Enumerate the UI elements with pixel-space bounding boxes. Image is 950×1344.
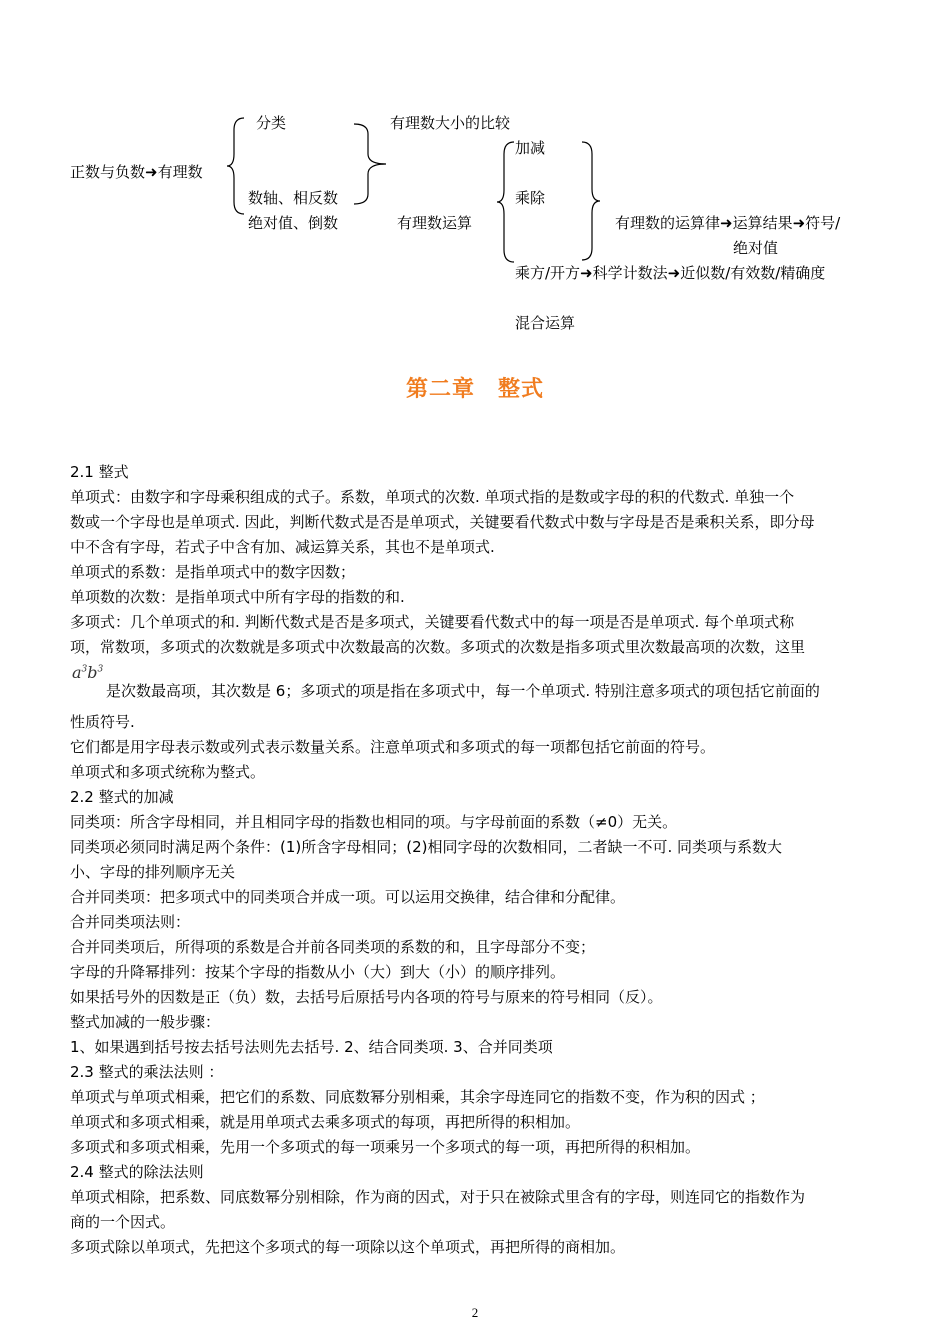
text-line: 单项式和多项式相乘，就是用单项式去乘多项式的每项，再把所得的积相加。	[70, 1113, 581, 1131]
diagram-ops: 有理数运算	[397, 214, 473, 232]
text-line: 单项数的次数：是指单项式中所有字母的指数的和.	[70, 588, 405, 606]
text-line: 整式加减的一般步骤：	[70, 1013, 221, 1031]
text-line: 同类项：所含字母相同，并且相同字母的指数也相同的项。与字母前面的系数（≠0）无关。	[70, 813, 678, 831]
text-line: 同类项必须同时满足两个条件：(1)所含字母相同；(2)相同字母的次数相同，二者缺一不可. 同类项与系数大	[70, 838, 783, 856]
right-brace-1	[352, 122, 390, 206]
text-line: 性质符号.	[70, 713, 135, 731]
diagram-root: 正数与负数➜有理数	[70, 163, 203, 181]
left-brace-2	[496, 140, 516, 264]
diagram-compare: 有理数大小的比较	[390, 114, 511, 132]
text-line: 单项式和多项式统称为整式。	[70, 763, 266, 781]
right-brace-2	[580, 140, 602, 262]
text-line: 单项式：由数字和字母乘积组成的式子。系数，单项式的次数. 单项式指的是数或字母的积的代数式. 单独一个	[70, 488, 795, 506]
text-line: 合并同类项法则：	[70, 913, 191, 931]
diagram-add: 加减	[515, 139, 546, 157]
diagram-abs-val: 绝对值、倒数	[248, 214, 339, 232]
text-line: 字母的升降幂排列：按某个字母的指数从小（大）到大（小）的顺序排列。	[70, 963, 566, 981]
diagram-laws: 有理数的运算律➜运算结果➜符号/	[615, 214, 841, 232]
diagram-mixed: 混合运算	[515, 314, 576, 332]
body-section-1	[70, 460, 885, 660]
text-line: 是次数最高项，其次数是 6；多项式的项是指在多项式中，每一个单项式. 特别注意多项式的项包括它前面的	[106, 682, 820, 700]
text-line: 多项式和多项式相乘，先用一个多项式的每一项乘另一个多项式的每一项，再把所得的积相加。	[70, 1138, 701, 1156]
text-line: 多项式：几个单项式的和. 判断代数式是否是多项式，关键要看代数式中的每一项是否是单项式. 每个单项式称	[70, 613, 795, 631]
text-line: 2.2 整式的加减	[70, 788, 174, 806]
body-line-after-math	[106, 679, 886, 704]
text-line: 它们都是用字母表示数或列式表示数量关系。注意单项式和多项式的每一项都包括它前面的符号。	[70, 738, 716, 756]
text-line: 多项式除以单项式，先把这个多项式的每一项除以这个单项式，再把所得的商相加。	[70, 1238, 626, 1256]
diagram-axis: 数轴、相反数	[248, 189, 339, 207]
text-line: 如果括号外的因数是正（负）数，去括号后原括号内各项的符号与原来的符号相同（反）。	[70, 988, 663, 1006]
text-line: 2.1 整式	[70, 463, 129, 481]
page-number: 2	[471, 1305, 479, 1320]
diagram-laws-2: 绝对值	[733, 239, 779, 257]
text-line: 2.3 整式的乘法法则 ：	[70, 1063, 224, 1081]
diagram-classify: 分类	[256, 114, 287, 132]
text-line: 单项式的系数：是指单项式中的数字因数；	[70, 563, 356, 581]
left-brace-1	[226, 116, 246, 216]
chapter-title: 第二章 整式	[405, 377, 544, 402]
text-line: 小、字母的排列顺序无关	[70, 863, 236, 881]
text-line: 单项式与单项式相乘，把它们的系数、同底数幂分别相乘，其余字母连同它的指数不变，作为积的因式 ；	[70, 1088, 765, 1106]
text-line: 中不含有字母，若式子中含有加、减运算关系，其也不是单项式.	[70, 538, 495, 556]
diagram-power: 乘方/开方➜科学计数法➜近似数/有效数/精确度	[515, 264, 826, 282]
body-section-2	[70, 710, 885, 1260]
text-line: 2.4 整式的除法法则	[70, 1163, 204, 1181]
text-line: 商的一个因式。	[70, 1213, 176, 1231]
text-line: 合并同类项后，所得项的系数是合并前各同类项的系数的和，且字母部分不变；	[70, 938, 596, 956]
math-expression: $a^3b^3$	[72, 663, 104, 682]
text-line: 单项式相除，把系数、同底数幂分别相除，作为商的因式，对于只在被除式里含有的字母，则连同它的指数作为	[70, 1188, 806, 1206]
text-line: 项，常数项，多项式的次数就是多项式中次数最高的次数。多项式的次数是指多项式里次数最高项的次数，这里	[70, 638, 806, 656]
text-line: 合并同类项：把多项式中的同类项合并成一项。可以运用交换律，结合律和分配律。	[70, 888, 626, 906]
text-line: 数或一个字母也是单项式. 因此，判断代数式是否是单项式，关键要看代数式中数与字母是否是乘积关系，即分母	[70, 513, 815, 531]
text-line: 1、如果遇到括号按去括号法则先去括号. 2、结合同类项. 3、合并同类项	[70, 1038, 553, 1056]
diagram-mul: 乘除	[515, 189, 546, 207]
